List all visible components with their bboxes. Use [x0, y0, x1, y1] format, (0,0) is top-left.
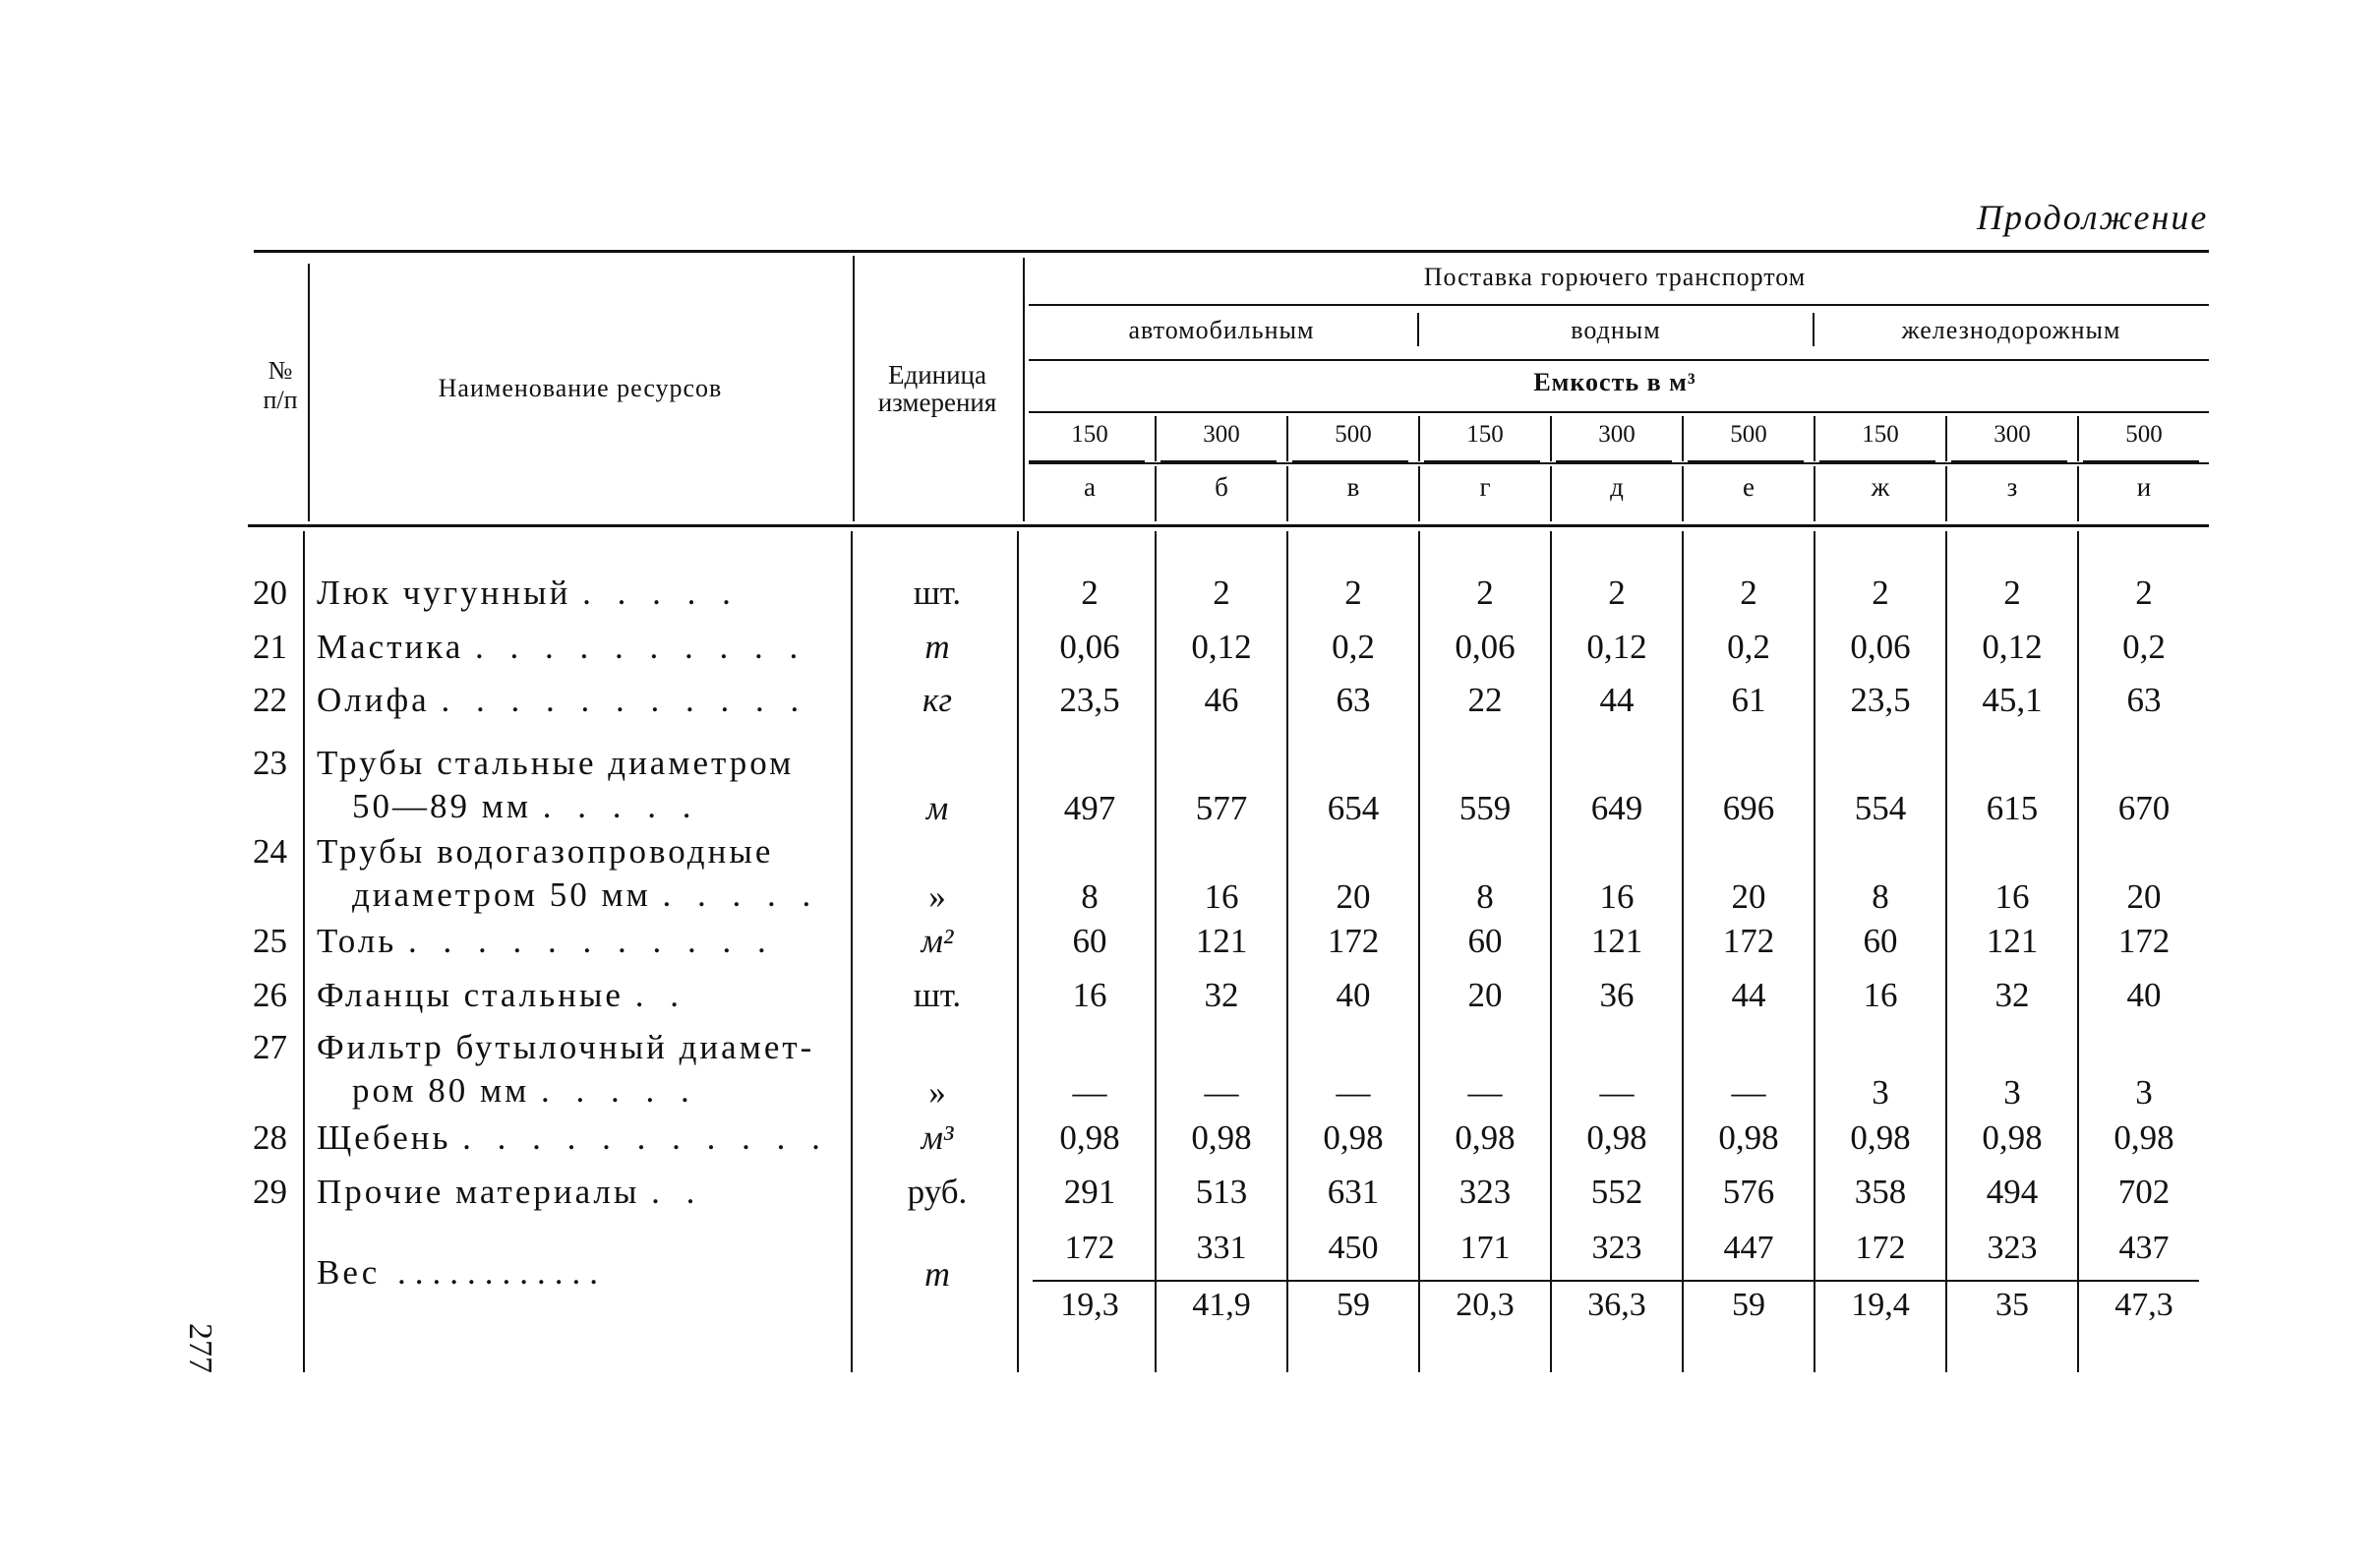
value-cell: 577	[1195, 789, 1248, 827]
transport-auto: автомобильным	[1128, 316, 1315, 344]
value-cell: 63	[1336, 681, 1371, 719]
transport-rail: железнодорожным	[1901, 316, 2121, 344]
row-number: 29	[253, 1173, 287, 1211]
value-cell: 0,98	[1586, 1118, 1647, 1157]
unit-cell: м³	[921, 1118, 954, 1157]
resource-name: Фильтр бутылочный диамет-	[317, 1028, 815, 1066]
value-cell: 0,12	[1982, 628, 2043, 666]
row-number: 25	[253, 922, 287, 960]
capacity-underline	[1556, 460, 1672, 462]
value-cell: 631	[1327, 1173, 1380, 1211]
value-cell: —	[1336, 1073, 1371, 1112]
value-cell: 8	[1081, 877, 1099, 916]
column-letter-ж: ж	[1871, 472, 1890, 502]
leader-dots: . . . . . . . . . . .	[441, 681, 808, 719]
column-letter-б: б	[1215, 472, 1228, 502]
weight-top-value: 437	[2118, 1230, 2170, 1266]
capacity-3: 500	[1335, 421, 1372, 448]
weight-bottom-value: 41,9	[1192, 1287, 1251, 1323]
unit-cell: т	[924, 628, 950, 666]
caption: Продолжение	[1977, 198, 2209, 237]
value-cell: 0,98	[1191, 1118, 1252, 1157]
value-cell: 2	[1344, 573, 1362, 612]
resource-name: Щебень . . . . . . . . . . .	[317, 1118, 829, 1157]
capacity-underline	[1292, 460, 1408, 462]
weight-top-value: 331	[1196, 1230, 1247, 1266]
unit-cell: »	[928, 877, 946, 916]
value-cell: 702	[2117, 1173, 2171, 1211]
value-cell: 2	[2003, 573, 2021, 612]
value-cell: 0,98	[1455, 1118, 1516, 1157]
value-cell: 0,12	[1191, 628, 1252, 666]
resource-name: Толь . . . . . . . . . . .	[317, 922, 775, 960]
value-cell: 696	[1722, 789, 1775, 827]
value-cell: 3	[1872, 1073, 1889, 1112]
value-cell: —	[1467, 1073, 1503, 1112]
value-cell: 16	[1863, 976, 1898, 1014]
resource-name: Люк чугунный . . . . .	[317, 573, 740, 612]
resource-name: Мастика . . . . . . . . . .	[317, 628, 807, 666]
value-cell: 16	[1072, 976, 1107, 1014]
value-cell: 60	[1467, 922, 1503, 960]
value-cell: 60	[1072, 922, 1107, 960]
weight-bottom-value: 20,3	[1456, 1287, 1515, 1323]
value-cell: 16	[1599, 877, 1635, 916]
value-cell: 45,1	[1982, 681, 2043, 719]
weight-bottom-value: 59	[1732, 1287, 1765, 1323]
capacity-underline	[1951, 460, 2067, 462]
value-cell: 0,06	[1455, 628, 1516, 666]
unit-cell: шт.	[913, 976, 962, 1014]
resource-name: Трубы стальные диаметром	[317, 744, 795, 782]
column-letter-а: а	[1084, 472, 1096, 502]
value-cell: 3	[2135, 1073, 2153, 1112]
weight-bottom-value: 35	[1995, 1287, 2029, 1323]
capacity-4: 150	[1466, 421, 1504, 448]
column-letter-и: и	[2136, 472, 2152, 502]
value-cell: 513	[1195, 1173, 1248, 1211]
leader-dots: . . . . . . . . . . .	[462, 1118, 829, 1157]
weight-top-value: 323	[1591, 1230, 1642, 1266]
value-cell: 36	[1599, 976, 1635, 1014]
value-cell: —	[1599, 1073, 1635, 1112]
capacity-1: 150	[1071, 421, 1108, 448]
capacity-underline	[1160, 460, 1277, 462]
row-number: 21	[253, 628, 287, 666]
leader-dots: . . . . . . . . . .	[474, 628, 807, 666]
value-cell: —	[1731, 1073, 1766, 1112]
value-cell: 2	[1872, 573, 1889, 612]
value-cell: 649	[1590, 789, 1643, 827]
unit-cell: шт.	[913, 573, 962, 612]
value-cell: 121	[1590, 922, 1643, 960]
column-letter-е: е	[1743, 472, 1755, 502]
supply-header: Поставка горючего транспортом	[1423, 263, 1807, 291]
column-letter-д: д	[1610, 472, 1624, 502]
unit-cell: м	[925, 789, 949, 827]
value-cell: 0,98	[1850, 1118, 1911, 1157]
value-cell: 576	[1722, 1173, 1775, 1211]
leader-dots: . . . . .	[582, 573, 740, 612]
capacity-9: 500	[2125, 421, 2163, 448]
value-cell: 121	[1986, 922, 2039, 960]
weight-top-value: 323	[1987, 1230, 2038, 1266]
value-cell: 615	[1986, 789, 2039, 827]
column-letter-з: з	[2006, 472, 2018, 502]
name-header: Наименование ресурсов	[438, 374, 723, 402]
value-cell: 497	[1063, 789, 1116, 827]
leader-dots: . . . . .	[541, 1071, 698, 1110]
resource-name: Прочие материалы . .	[317, 1173, 704, 1211]
value-cell: 0,98	[1982, 1118, 2043, 1157]
value-cell: 0,98	[1718, 1118, 1779, 1157]
capacity-underline	[1424, 460, 1540, 462]
value-cell: 63	[2126, 681, 2162, 719]
row-number: 27	[253, 1028, 287, 1066]
unit-header-1: Единица	[887, 360, 986, 390]
value-cell: 22	[1467, 681, 1503, 719]
column-letter-г: г	[1479, 472, 1491, 502]
capacity-header: Емкость в м³	[1533, 368, 1696, 396]
value-cell: 20	[2126, 877, 2162, 916]
weight-top-value: 172	[1855, 1230, 1906, 1266]
weight-bottom-value: 36,3	[1587, 1287, 1646, 1323]
value-cell: 60	[1863, 922, 1898, 960]
weight-top-value: 450	[1328, 1230, 1379, 1266]
row-number: 22	[253, 681, 287, 719]
weight-bottom-value: 19,3	[1060, 1287, 1119, 1323]
leader-dots: . .	[651, 1173, 704, 1211]
value-cell: 554	[1854, 789, 1907, 827]
weight-bottom-value: 47,3	[2114, 1287, 2173, 1323]
value-cell: 0,98	[1323, 1118, 1384, 1157]
row-number: 24	[253, 832, 287, 871]
value-cell: 2	[1081, 573, 1099, 612]
value-cell: 172	[1327, 922, 1380, 960]
value-cell: 494	[1986, 1173, 2039, 1211]
leader-dots: . . . . .	[662, 875, 820, 914]
value-cell: 44	[1731, 976, 1766, 1014]
value-cell: 2	[1608, 573, 1626, 612]
leader-dots: . .	[634, 976, 687, 1014]
value-cell: 40	[1336, 976, 1371, 1014]
leader-dots: . . . . .	[542, 787, 700, 825]
value-cell: 670	[2117, 789, 2171, 827]
capacity-underline	[1819, 460, 1935, 462]
unit-header-2: измерения	[877, 388, 997, 417]
value-cell: 20	[1731, 877, 1766, 916]
value-cell: 32	[1994, 976, 2030, 1014]
value-cell: 172	[1722, 922, 1775, 960]
value-cell: 40	[2126, 976, 2162, 1014]
value-cell: 8	[1872, 877, 1889, 916]
row-number: 26	[253, 976, 287, 1014]
weight-label: Вес ............	[317, 1253, 608, 1292]
value-cell: 46	[1204, 681, 1239, 719]
value-cell: 16	[1994, 877, 2030, 916]
value-cell: 0,12	[1586, 628, 1647, 666]
num-header-1: №	[268, 356, 293, 385]
value-cell: 2	[1213, 573, 1230, 612]
value-cell: 172	[2117, 922, 2171, 960]
row-number: 28	[253, 1118, 287, 1157]
weight-bottom-value: 19,4	[1851, 1287, 1910, 1323]
value-cell: 20	[1467, 976, 1503, 1014]
unit-cell: руб.	[907, 1173, 968, 1211]
value-cell: 2	[1476, 573, 1494, 612]
value-cell: 3	[2003, 1073, 2021, 1112]
weight-bottom-value: 59	[1337, 1287, 1370, 1323]
capacity-5: 300	[1598, 421, 1636, 448]
num-header-2: п/п	[263, 386, 298, 414]
value-cell: 61	[1731, 681, 1766, 719]
page-number: 277	[182, 1323, 218, 1373]
capacity-underline	[1029, 460, 1145, 462]
value-cell: 559	[1458, 789, 1512, 827]
resource-name-continued: ром 80 мм . . . . .	[352, 1071, 698, 1110]
row-number: 23	[253, 744, 287, 782]
value-cell: —	[1204, 1073, 1239, 1112]
resource-name: Олифа . . . . . . . . . . .	[317, 681, 808, 719]
resource-name-continued: диаметром 50 мм . . . . .	[352, 875, 820, 914]
value-cell: 44	[1599, 681, 1635, 719]
column-letter-в: в	[1346, 472, 1360, 502]
value-cell: 2	[1740, 573, 1757, 612]
value-cell: 0,2	[1727, 628, 1770, 666]
capacity-2: 300	[1203, 421, 1240, 448]
weight-name: Вес	[317, 1253, 381, 1292]
leader-dots: . . . . . . . . . . .	[407, 922, 775, 960]
unit-cell: м²	[921, 922, 954, 960]
value-cell: 654	[1327, 789, 1380, 827]
value-cell: 32	[1204, 976, 1239, 1014]
capacity-8: 300	[1993, 421, 2031, 448]
value-cell: 0,98	[1059, 1118, 1120, 1157]
value-cell: 2	[2135, 573, 2153, 612]
weight-top-value: 171	[1459, 1230, 1511, 1266]
value-cell: —	[1072, 1073, 1107, 1112]
resource-name-continued: 50—89 мм . . . . .	[352, 787, 700, 825]
capacity-6: 500	[1730, 421, 1767, 448]
value-cell: 552	[1590, 1173, 1643, 1211]
resource-name: Фланцы стальные . .	[317, 976, 687, 1014]
value-cell: 20	[1336, 877, 1371, 916]
capacity-underline	[2083, 460, 2199, 462]
weight-unit: т	[924, 1254, 950, 1294]
value-cell: 0,06	[1059, 628, 1120, 666]
unit-cell: »	[928, 1073, 946, 1112]
capacity-7: 150	[1862, 421, 1899, 448]
value-cell: 16	[1204, 877, 1239, 916]
value-cell: 8	[1476, 877, 1494, 916]
value-cell: 0,2	[2122, 628, 2166, 666]
row-number: 20	[253, 573, 287, 612]
weight-top-value: 172	[1064, 1230, 1115, 1266]
capacity-underline	[1688, 460, 1804, 462]
value-cell: 121	[1195, 922, 1248, 960]
value-cell: 0,98	[2113, 1118, 2174, 1157]
value-cell: 0,2	[1332, 628, 1375, 666]
value-cell: 358	[1854, 1173, 1907, 1211]
value-cell: 23,5	[1850, 681, 1911, 719]
weight-top-value: 447	[1723, 1230, 1774, 1266]
resource-name: Трубы водогазопроводные	[317, 832, 774, 871]
unit-cell: кг	[922, 681, 953, 719]
value-cell: 323	[1458, 1173, 1512, 1211]
value-cell: 23,5	[1059, 681, 1120, 719]
transport-water: водным	[1571, 316, 1661, 344]
value-cell: 0,06	[1850, 628, 1911, 666]
value-cell: 291	[1063, 1173, 1116, 1211]
